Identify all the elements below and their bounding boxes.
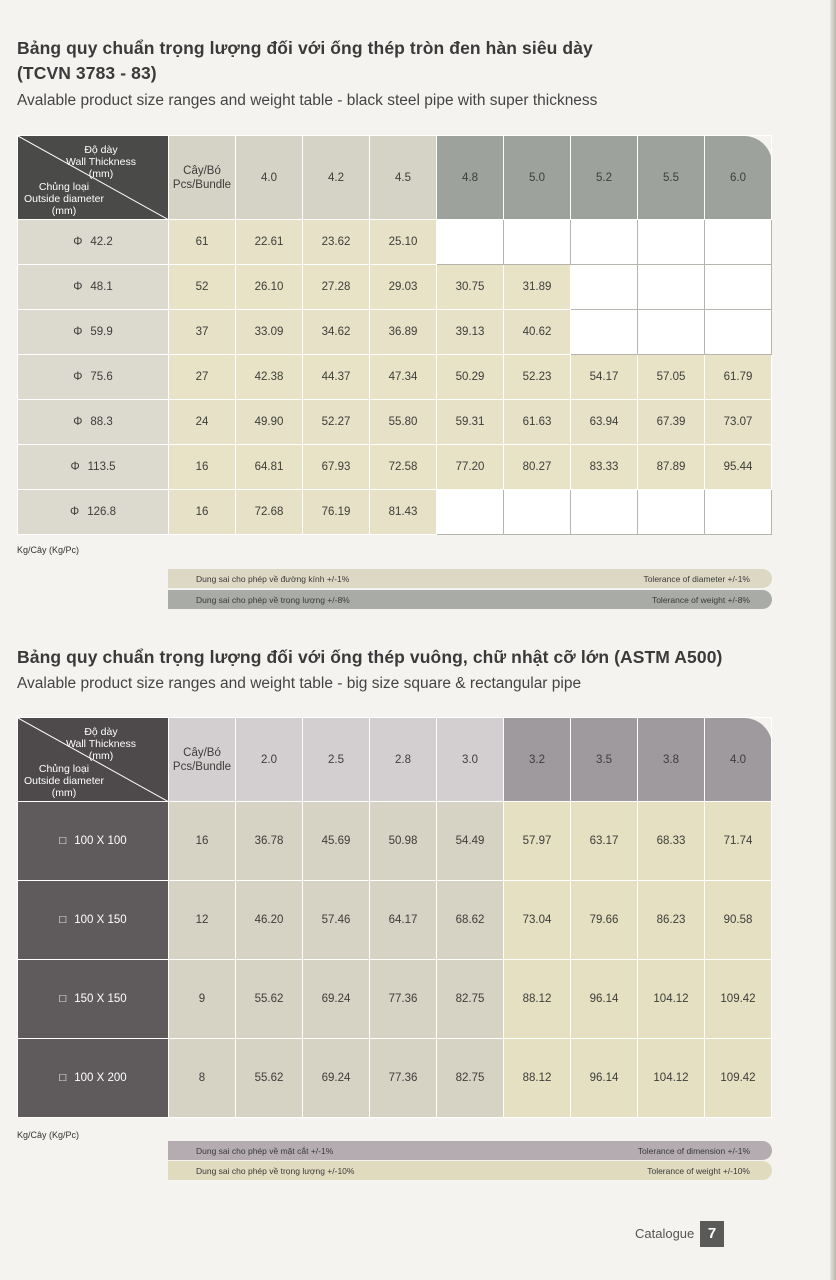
weight-cell: 36.89 (370, 310, 437, 355)
weight-cell: 68.62 (437, 881, 504, 960)
empty-cell (705, 220, 772, 265)
weight-cell: 69.24 (303, 960, 370, 1039)
corner-label-line: (mm) (51, 787, 77, 799)
thickness-header: 3.2 (504, 718, 571, 802)
section2-tolerance-dimension (168, 1141, 772, 1160)
size-value: 113.5 (87, 461, 116, 473)
empty-cell (705, 310, 772, 355)
size-value: 100 X 100 (74, 835, 127, 847)
section1-subtitle: Avalable product size ranges and weight table - black steel pipe with super thickness (17, 92, 598, 109)
tolerance-vi: Dung sai cho phép về đường kính +/-1% (196, 573, 350, 584)
page-edge-shadow (830, 0, 836, 1280)
weight-cell: 52.23 (504, 355, 571, 400)
weight-cell: 55.62 (236, 1039, 303, 1118)
size-cell (18, 960, 169, 1039)
pcs-cell: 37 (169, 310, 236, 355)
corner-thickness-label (66, 144, 136, 180)
thickness-header: 5.0 (504, 136, 571, 220)
corner-thickness-label (66, 726, 136, 762)
weight-cell: 80.27 (504, 445, 571, 490)
weight-cell: 69.24 (303, 1039, 370, 1118)
thickness-header: 4.0 (236, 136, 303, 220)
empty-cell (571, 490, 638, 535)
size-symbol-icon: □ (59, 835, 67, 847)
size-cell (18, 265, 169, 310)
weight-cell: 73.04 (504, 881, 571, 960)
corner-label-line: Độ dày (84, 144, 118, 156)
weight-cell: 82.75 (437, 960, 504, 1039)
pcs-label-line: Pcs/Bundle (172, 178, 232, 191)
corner-label-line: Wall Thickness (65, 156, 136, 168)
tolerance-vi: Dung sai cho phép về mặt cắt +/-1% (196, 1145, 334, 1156)
empty-cell (705, 265, 772, 310)
size-value: 100 X 150 (74, 914, 127, 926)
thickness-header: 2.8 (370, 718, 437, 802)
thickness-header: 4.5 (370, 136, 437, 220)
section1-title-line1: Bảng quy chuẩn trọng lượng đối với ống thép tròn đen hàn siêu dày (17, 38, 593, 58)
size-cell (18, 355, 169, 400)
corner-label-line: (mm) (88, 168, 114, 180)
weight-cell: 96.14 (571, 960, 638, 1039)
corner-label-line: Outside diameter (24, 775, 104, 787)
pcs-cell: 52 (169, 265, 236, 310)
table-row (18, 960, 772, 1039)
weight-cell: 23.62 (303, 220, 370, 265)
empty-cell (437, 220, 504, 265)
weight-cell: 49.90 (236, 400, 303, 445)
weight-cell: 64.17 (370, 881, 437, 960)
square-pipe-weight-table (17, 717, 772, 1118)
round-pipe-weight-table (17, 135, 772, 535)
header-row (18, 718, 772, 802)
table-row (18, 445, 772, 490)
table-row (18, 490, 772, 535)
size-cell (18, 445, 169, 490)
weight-cell: 57.05 (638, 355, 705, 400)
weight-cell: 61.79 (705, 355, 772, 400)
weight-cell: 39.13 (437, 310, 504, 355)
size-cell (18, 220, 169, 265)
table-row (18, 355, 772, 400)
weight-cell: 45.69 (303, 802, 370, 881)
tolerance-vi: Dung sai cho phép về trọng lượng +/-10% (196, 1165, 355, 1176)
pcs-cell: 8 (169, 1039, 236, 1118)
thickness-header: 5.2 (571, 136, 638, 220)
weight-cell: 90.58 (705, 881, 772, 960)
corner-diameter-label (24, 181, 104, 217)
size-value: 100 X 200 (74, 1072, 127, 1084)
pcs-label-line: Cây/Bó (183, 164, 221, 177)
thickness-header: 4.0 (705, 718, 772, 802)
corner-label-line: (mm) (88, 750, 114, 762)
size-value: 48.1 (90, 281, 113, 293)
weight-cell: 61.63 (504, 400, 571, 445)
weight-cell: 50.29 (437, 355, 504, 400)
pcs-bundle-header (169, 718, 236, 802)
weight-cell: 54.17 (571, 355, 638, 400)
size-cell (18, 881, 169, 960)
section2-subtitle: Avalable product size ranges and weight table - big size square & rectangular pipe (17, 675, 582, 692)
empty-cell (504, 490, 571, 535)
thickness-header: 2.5 (303, 718, 370, 802)
pcs-cell: 9 (169, 960, 236, 1039)
weight-cell: 25.10 (370, 220, 437, 265)
weight-cell: 42.38 (236, 355, 303, 400)
weight-cell: 52.27 (303, 400, 370, 445)
corner-label-line: Outside diameter (24, 193, 104, 205)
tolerance-en: Tolerance of dimension +/-1% (637, 1145, 750, 1156)
weight-cell: 34.62 (303, 310, 370, 355)
weight-cell: 71.74 (705, 802, 772, 881)
empty-cell (705, 490, 772, 535)
size-symbol-icon: Φ (73, 281, 83, 293)
empty-cell (638, 220, 705, 265)
weight-cell: 67.39 (638, 400, 705, 445)
tolerance-en: Tolerance of diameter +/-1% (643, 573, 750, 584)
corner-label-line: Wall Thickness (65, 738, 136, 750)
section1-title-line2: (TCVN 3783 - 83) (17, 63, 157, 83)
table-row (18, 310, 772, 355)
weight-cell: 59.31 (437, 400, 504, 445)
weight-cell: 79.66 (571, 881, 638, 960)
weight-cell: 33.09 (236, 310, 303, 355)
footer-catalogue-label: Catalogue (635, 1226, 695, 1241)
empty-cell (437, 490, 504, 535)
thickness-header: 3.0 (437, 718, 504, 802)
tolerance-vi: Dung sai cho phép về trọng lượng +/-8% (196, 594, 350, 605)
size-symbol-icon: □ (59, 1072, 67, 1084)
weight-cell: 50.98 (370, 802, 437, 881)
size-cell (18, 400, 169, 445)
weight-cell: 109.42 (705, 960, 772, 1039)
table-corner-header (18, 136, 169, 220)
size-value: 150 X 150 (74, 993, 127, 1005)
thickness-header: 5.5 (638, 136, 705, 220)
size-symbol-icon: Φ (73, 326, 83, 338)
empty-cell (638, 490, 705, 535)
pcs-cell: 61 (169, 220, 236, 265)
size-symbol-icon: □ (59, 993, 67, 1005)
weight-cell: 40.62 (504, 310, 571, 355)
weight-cell: 55.62 (236, 960, 303, 1039)
size-symbol-icon: Φ (73, 236, 83, 248)
tolerance-en: Tolerance of weight +/-10% (647, 1165, 750, 1176)
weight-cell: 86.23 (638, 881, 705, 960)
size-cell (18, 802, 169, 881)
table-row (18, 881, 772, 960)
weight-cell: 55.80 (370, 400, 437, 445)
weight-cell: 81.43 (370, 490, 437, 535)
weight-cell: 82.75 (437, 1039, 504, 1118)
table-corner-header (18, 718, 169, 802)
weight-cell: 72.58 (370, 445, 437, 490)
weight-cell: 77.20 (437, 445, 504, 490)
size-symbol-icon: Φ (70, 506, 80, 518)
weight-cell: 36.78 (236, 802, 303, 881)
pcs-cell: 16 (169, 802, 236, 881)
weight-cell: 73.07 (705, 400, 772, 445)
weight-cell: 31.89 (504, 265, 571, 310)
corner-label-line: Độ dày (84, 726, 118, 738)
weight-cell: 46.20 (236, 881, 303, 960)
corner-label-line: Chủng loại (38, 181, 90, 193)
weight-cell: 83.33 (571, 445, 638, 490)
size-value: 88.3 (90, 416, 113, 428)
size-symbol-icon: Φ (70, 461, 80, 473)
pcs-label-line: Cây/Bó (183, 746, 221, 759)
corner-label-line: (mm) (51, 205, 77, 217)
size-value: 75.6 (90, 371, 113, 383)
pcs-cell: 24 (169, 400, 236, 445)
empty-cell (571, 265, 638, 310)
section2-unit: Kg/Cây (Kg/Pc) (17, 1130, 80, 1140)
weight-cell: 87.89 (638, 445, 705, 490)
thickness-header: 4.8 (437, 136, 504, 220)
empty-cell (638, 265, 705, 310)
empty-cell (571, 220, 638, 265)
size-symbol-icon: Φ (73, 371, 83, 383)
weight-cell: 57.46 (303, 881, 370, 960)
pcs-cell: 16 (169, 490, 236, 535)
weight-cell: 63.17 (571, 802, 638, 881)
weight-cell: 26.10 (236, 265, 303, 310)
empty-cell (504, 220, 571, 265)
size-value: 59.9 (90, 326, 113, 338)
thickness-header: 3.8 (638, 718, 705, 802)
pcs-bundle-header (169, 136, 236, 220)
weight-cell: 77.36 (370, 1039, 437, 1118)
thickness-header: 2.0 (236, 718, 303, 802)
weight-cell: 57.97 (504, 802, 571, 881)
weight-cell: 96.14 (571, 1039, 638, 1118)
weight-cell: 44.37 (303, 355, 370, 400)
weight-cell: 27.28 (303, 265, 370, 310)
size-symbol-icon: □ (59, 914, 67, 926)
section1-tolerance-weight (168, 590, 772, 609)
corner-label-line: Chủng loại (38, 763, 90, 775)
thickness-header: 6.0 (705, 136, 772, 220)
weight-cell: 47.34 (370, 355, 437, 400)
table-row (18, 400, 772, 445)
weight-cell: 104.12 (638, 1039, 705, 1118)
page-number: 7 (700, 1221, 724, 1247)
size-value: 126.8 (87, 506, 116, 518)
weight-cell: 88.12 (504, 960, 571, 1039)
weight-cell: 95.44 (705, 445, 772, 490)
pcs-cell: 16 (169, 445, 236, 490)
empty-cell (571, 310, 638, 355)
table-row (18, 1039, 772, 1118)
section1-tolerance-diameter (168, 569, 772, 588)
weight-cell: 22.61 (236, 220, 303, 265)
weight-cell: 109.42 (705, 1039, 772, 1118)
weight-cell: 30.75 (437, 265, 504, 310)
thickness-header: 3.5 (571, 718, 638, 802)
weight-cell: 88.12 (504, 1039, 571, 1118)
thickness-header: 4.2 (303, 136, 370, 220)
pcs-cell: 12 (169, 881, 236, 960)
section2-title: Bảng quy chuẩn trọng lượng đối với ống thép vuông, chữ nhật cỡ lớn (ASTM A500) (17, 647, 723, 667)
weight-cell: 104.12 (638, 960, 705, 1039)
table-row (18, 265, 772, 310)
pcs-cell: 27 (169, 355, 236, 400)
weight-cell: 63.94 (571, 400, 638, 445)
tolerance-en: Tolerance of weight +/-8% (651, 594, 750, 605)
weight-cell: 29.03 (370, 265, 437, 310)
weight-cell: 68.33 (638, 802, 705, 881)
pcs-label-line: Pcs/Bundle (172, 760, 232, 773)
table-row (18, 802, 772, 881)
header-row (18, 136, 772, 220)
section2-tolerance-weight (168, 1161, 772, 1180)
weight-cell: 77.36 (370, 960, 437, 1039)
weight-cell: 72.68 (236, 490, 303, 535)
table-row (18, 220, 772, 265)
weight-cell: 64.81 (236, 445, 303, 490)
empty-cell (638, 310, 705, 355)
corner-diameter-label (24, 763, 104, 799)
size-cell (18, 490, 169, 535)
weight-cell: 67.93 (303, 445, 370, 490)
weight-cell: 54.49 (437, 802, 504, 881)
size-cell (18, 1039, 169, 1118)
size-cell (18, 310, 169, 355)
size-symbol-icon: Φ (73, 416, 83, 428)
section1-unit: Kg/Cây (Kg/Pc) (17, 545, 80, 555)
size-value: 42.2 (90, 236, 113, 248)
weight-cell: 76.19 (303, 490, 370, 535)
